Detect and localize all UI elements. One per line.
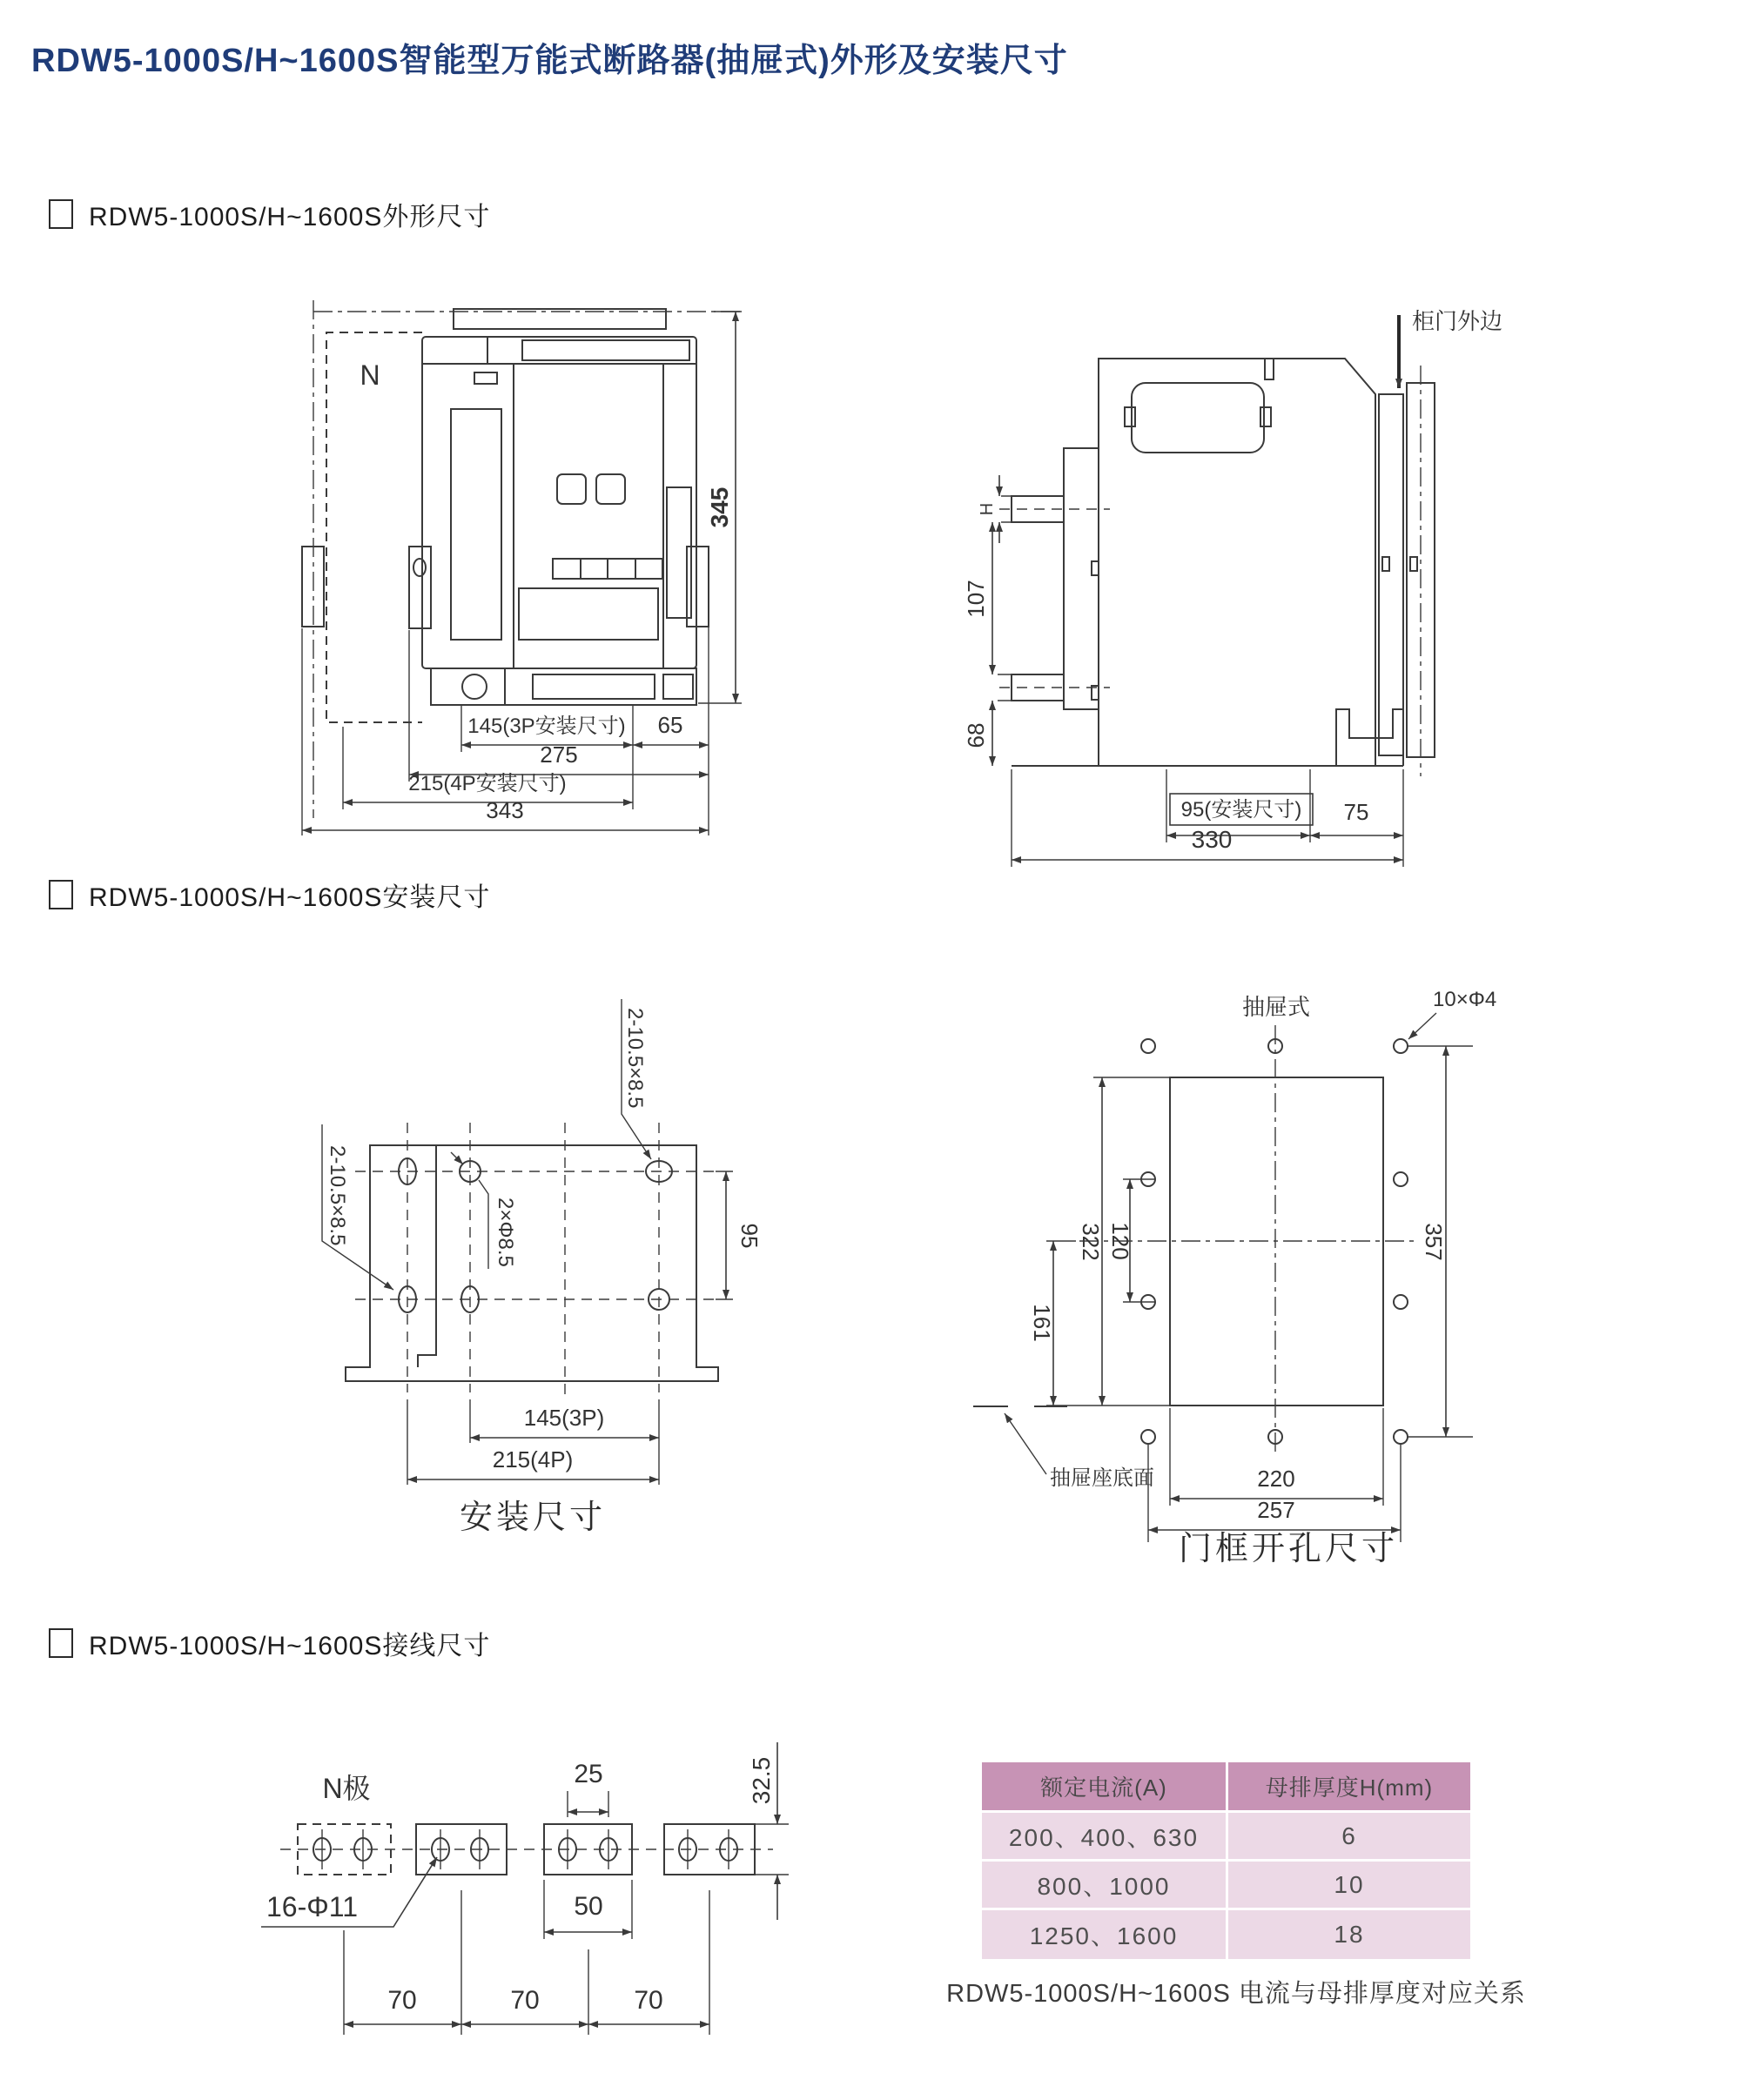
mounting-drawing bbox=[287, 992, 775, 1549]
wiring-dimensions bbox=[261, 1742, 789, 2035]
side-view-drawing bbox=[949, 287, 1610, 896]
dim-label-120: 120 bbox=[1107, 1222, 1133, 1260]
dim-label-345: 345 bbox=[706, 486, 733, 528]
dim-label-32-5: 32.5 bbox=[748, 1756, 775, 1805]
side-view-linework bbox=[999, 359, 1435, 776]
dim-label-68: 68 bbox=[963, 722, 989, 748]
table-header-current: 额定电流(A) bbox=[982, 1762, 1226, 1810]
page-title: RDW5-1000S/H~1600S智能型万能式断路器(抽屉式)外形及安装尺寸 bbox=[31, 43, 1068, 79]
slot-label-left: 2-10.5×8.5 bbox=[326, 1145, 349, 1246]
n-pole-label: N bbox=[360, 359, 380, 391]
dim-label-357: 357 bbox=[1421, 1223, 1447, 1261]
front-view-drawing bbox=[279, 287, 766, 862]
dim-label-343: 343 bbox=[486, 797, 524, 823]
dim-label-161: 161 bbox=[1029, 1304, 1055, 1342]
square-bullet-icon bbox=[49, 199, 73, 229]
square-bullet-icon bbox=[49, 880, 73, 909]
dim-label-95: 95(安装尺寸) bbox=[1180, 798, 1302, 822]
section-heading-wiring bbox=[49, 1624, 490, 1662]
section-heading-label: RDW5-1000S/H~1600S外形尺寸 bbox=[89, 203, 491, 231]
dim-label-275: 275 bbox=[540, 741, 578, 768]
hole-label-2xphi85: 2×Φ8.5 bbox=[494, 1198, 517, 1267]
door-frame-caption: 门框开孔尺寸 bbox=[1178, 1531, 1399, 1567]
table-cell-current: 1250、1600 bbox=[982, 1910, 1226, 1959]
drawer-type-label: 抽屉式 bbox=[1241, 994, 1311, 1020]
dim-label-25: 25 bbox=[574, 1760, 603, 1788]
dim-label-65: 65 bbox=[657, 712, 683, 738]
hole-label-16-phi11: 16-Φ11 bbox=[266, 1891, 358, 1922]
dim-label-215-4p: 215(4P安装尺寸) bbox=[408, 772, 567, 795]
dim-label-70: 70 bbox=[510, 1986, 540, 2015]
dim-label-322: 322 bbox=[1078, 1223, 1104, 1261]
section-heading-label: RDW5-1000S/H~1600S安装尺寸 bbox=[89, 883, 491, 912]
slot-label-top: 2-10.5×8.5 bbox=[623, 1008, 647, 1109]
side-view-dimensions bbox=[963, 308, 1502, 867]
door-frame-dimensions bbox=[1005, 988, 1496, 1567]
square-bullet-icon bbox=[49, 1628, 73, 1658]
table-caption: RDW5-1000S/H~1600S 电流与母排厚度对应关系 bbox=[946, 1980, 1526, 2008]
section-heading-label: RDW5-1000S/H~1600S接线尺寸 bbox=[89, 1632, 491, 1661]
dim-label-215-4p: 215(4P) bbox=[492, 1446, 574, 1473]
table-cell-thickness: 6 bbox=[1228, 1813, 1470, 1859]
dim-label-50: 50 bbox=[574, 1892, 603, 1921]
dim-label-145-3p: 145(3P安装尺寸) bbox=[467, 715, 626, 738]
n-pole-label: N极 bbox=[322, 1773, 371, 1804]
dim-label-107: 107 bbox=[963, 580, 989, 618]
dim-label-h: H bbox=[978, 502, 997, 516]
dim-label-70: 70 bbox=[387, 1986, 417, 2015]
drawer-base-label: 抽屉座底面 bbox=[1050, 1466, 1154, 1490]
dim-label-70: 70 bbox=[634, 1986, 663, 2015]
table-cell-thickness: 10 bbox=[1228, 1862, 1470, 1908]
table-cell-thickness: 18 bbox=[1228, 1910, 1470, 1959]
dim-label-257: 257 bbox=[1257, 1497, 1295, 1523]
front-view-dimensions bbox=[302, 312, 742, 835]
section-heading-outline bbox=[49, 195, 490, 233]
dim-label-145-3p: 145(3P) bbox=[523, 1405, 605, 1431]
busbar-table bbox=[982, 1762, 1471, 1959]
table-header-thickness: 母排厚度H(mm) bbox=[1228, 1762, 1470, 1810]
dim-label-330: 330 bbox=[1191, 826, 1233, 853]
door-edge-label: 柜门外边 bbox=[1412, 308, 1503, 334]
dim-label-95: 95 bbox=[736, 1223, 763, 1249]
dim-label-75: 75 bbox=[1343, 799, 1369, 825]
section-heading-mounting bbox=[49, 876, 490, 914]
mounting-caption: 安装尺寸 bbox=[459, 1500, 607, 1536]
hole-label-10xphi4: 10×Φ4 bbox=[1433, 988, 1497, 1011]
dim-label-220: 220 bbox=[1257, 1466, 1295, 1492]
door-frame-drawing bbox=[949, 975, 1584, 1584]
table-cell-current: 200、400、630 bbox=[982, 1813, 1226, 1859]
door-frame-linework bbox=[973, 1025, 1419, 1452]
table-cell-current: 800、1000 bbox=[982, 1862, 1226, 1908]
wiring-linework bbox=[280, 1824, 773, 1875]
wiring-drawing bbox=[122, 1706, 888, 2071]
